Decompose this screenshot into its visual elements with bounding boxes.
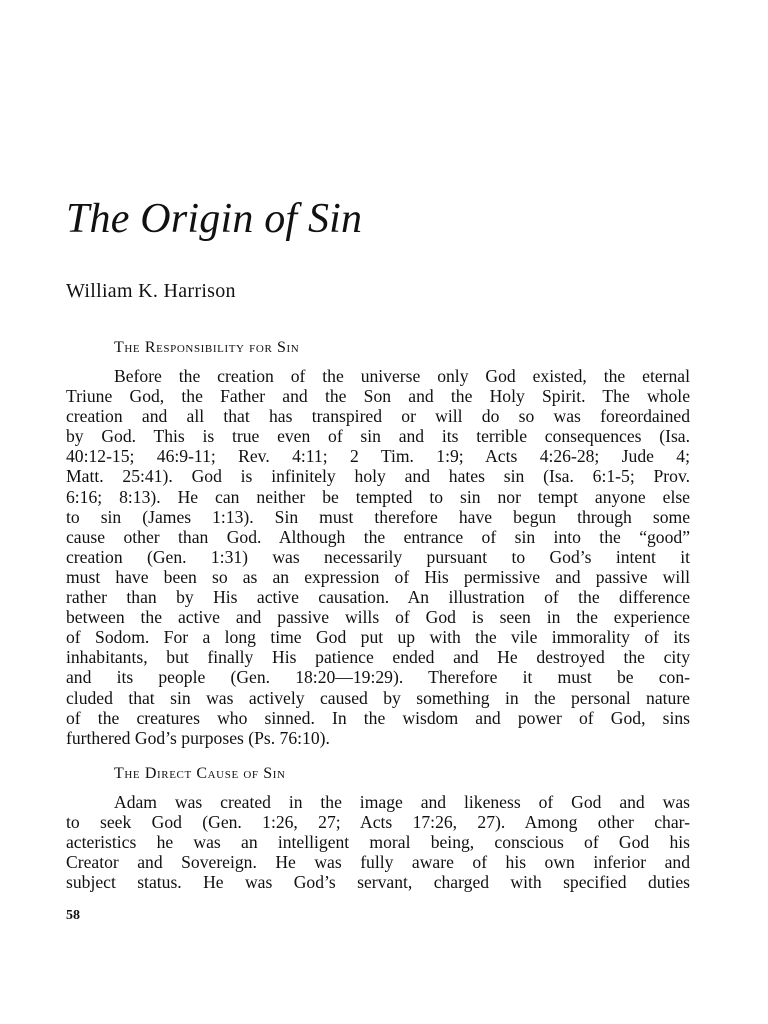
text-line: to seek God (Gen. 1:26, 27; Acts 17:26, 27). Among other char- (66, 812, 690, 833)
text-line: by God. This is true even of sin and its terrible consequences (Isa. (66, 426, 690, 447)
text-line: creation (Gen. 1:31) was necessarily pursuant to God’s intent it (66, 546, 690, 567)
author-name: William K. Harrison (66, 280, 236, 302)
section-heading-direct-cause: The Direct Cause of Sin (114, 765, 286, 782)
text-line: creation and all that has transpired or will do so was foreordained (66, 406, 690, 427)
section-body-responsibility (66, 366, 690, 748)
text-line: acteristics he was an intelligent moral being, conscious of God his (66, 832, 690, 853)
text-line: and its people (Gen. 18:20—19:29). Therefore it must be con- (66, 667, 690, 688)
page-number: 58 (66, 908, 80, 923)
text-line: Triune God, the Father and the Son and the Holy Spirit. The whole (66, 386, 690, 407)
text-line: of the creatures who sinned. In the wisdom and power of God, sins (66, 707, 690, 728)
text-line: must have been so as an expression of His permissive and passive will (66, 566, 690, 587)
text-line: rather than by His active causation. An illustration of the difference (66, 587, 690, 608)
text-line: of Sodom. For a long time God put up with the vile immorality of its (66, 627, 690, 648)
text-line: inhabitants, but finally His patience ended and He destroyed the city (66, 647, 690, 668)
article-title: The Origin of Sin (66, 196, 363, 242)
text-line: 40:12-15; 46:9-11; Rev. 4:11; 2 Tim. 1:9; Acts 4:26-28; Jude 4; (66, 446, 690, 467)
text-line: furthered God’s purposes (Ps. 76:10). (66, 727, 330, 748)
text-line: between the active and passive wills of God is seen in the experience (66, 607, 690, 628)
text-line: subject status. He was God’s servant, charged with specified duties (66, 872, 690, 893)
text-line: to sin (James 1:13). Sin must therefore have begun through some (66, 506, 690, 527)
section-heading-responsibility: The Responsibility for Sin (114, 339, 300, 356)
text-line: Matt. 25:41). God is infinitely holy and hates sin (Isa. 6:1-5; Prov. (66, 466, 690, 487)
section-body-direct-cause (66, 792, 690, 892)
text-line: Adam was created in the image and likeness of God and was (114, 792, 690, 812)
text-line: Before the creation of the universe only God existed, the eternal (114, 366, 690, 386)
text-line: Creator and Sovereign. He was fully aware of his own inferior and (66, 852, 690, 873)
text-line: cluded that sin was actively caused by something in the personal nature (66, 687, 690, 708)
text-line: 6:16; 8:13). He can neither be tempted to sin nor tempt anyone else (66, 486, 690, 507)
text-line: cause other than God. Although the entrance of sin into the “good” (66, 526, 690, 547)
